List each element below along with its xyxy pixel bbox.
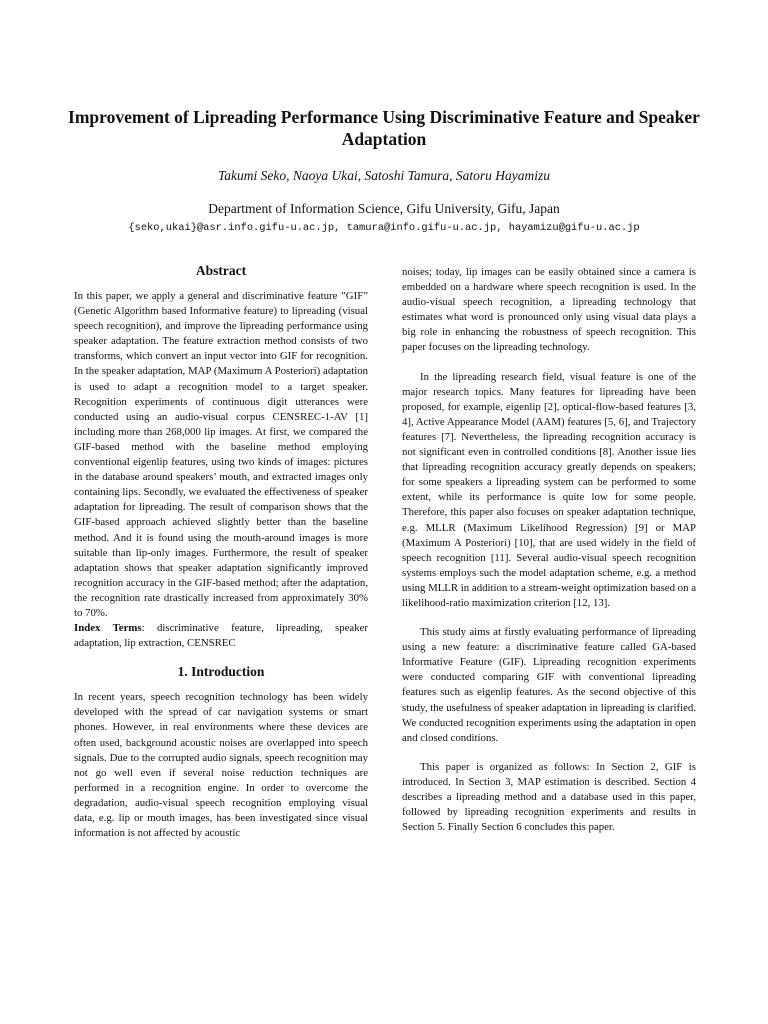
intro-paragraph-3: This study aims at firstly evaluating performance of lipreading using a new feature: a discriminative feature called GA-based Informative Feature (GIF). Lipreading recognition experiments were conducted comparing GIF with conventional lipreading features such as eigenlip features. As the second objective of this study, the usefulness of speaker adaptation in lipreading is clarified. We conducted recognition experiments using the adaptation in open and closed conditions.: [402, 626, 696, 744]
index-terms-label: Index Terms: [74, 622, 142, 635]
left-column: [74, 262, 368, 841]
index-terms: [74, 621, 368, 651]
paper-title: Improvement of Lipreading Performance Using Discriminative Feature and Speaker Adaptation: [68, 107, 700, 149]
index-terms-text: : discriminative feature, lipreading, speaker adaptation, lip extraction, CENSREC: [74, 622, 369, 650]
abstract-text: In this paper, we apply a general and discriminative feature ”GIF” (Genetic Algorithm based Informative feature) to lipreading (visual speech recognition), and improve the lipreading performance using speaker adaptation. The feature extraction method consists of two transforms, which convert an input vector into GIF for recognition. In the speaker adaptation, MAP (Maximum A Posteriori) adaptation is used to adapt a recognition model to a target speaker. Recognition experiments of continuous digit utterances were conducted using an audio-visual corpus CENSREC-1-AV [1] including more than 268,000 lip images. At first, we compared the GIF-based method with the baseline method employing conventional eigenlip features, using two kinds of images: pictures in the database around speakers’ mouth, and extracted images only containing lips. Secondly, we evaluated the effectiveness of speaker adaptation for lipreading. The result of comparison shows that the GIF-based approach achieved slightly better than the baseline method. And it is found using the mouth-around images is more suitable than lip-only images. Furthermore, the result of speaker adaptation shows that speaker adaptation significantly improved recognition accuracy in the GIF-based method; after the adaptation, the recognition rate drastically increased from approximately 30% to 70%.: [74, 290, 368, 619]
intro-paragraph-1-continued: noises; today, lip images can be easily obtained since a camera is embedded on a hardware where speech recognition is used. In the audio-visual speech recognition, a lipreading technology that estimates what word is pronounced only using visual data plays a big role in enhancing the robustness of speech recognition. This paper focuses on the lipreading technology.: [402, 266, 696, 354]
right-column: [402, 265, 696, 835]
affiliation: Department of Information Science, Gifu University, Gifu, Japan: [208, 201, 560, 216]
abstract-heading: Abstract: [195, 263, 247, 278]
introduction-heading: 1. Introduction: [177, 664, 265, 680]
intro-paragraph-1: In recent years, speech recognition technology has been widely developed with the spread of car navigation systems or smart phones. However, in real environments where these devices are often used, background acoustic noises are overlapped into speech signals. Due to the corrupted audio signals, speech recognition may not go well even if several noise reduction techniques are performed in a recognition engine. In order to overcome the degradation, audio-visual speech recognition employing visual data, e.g. lip or mouth images, has been investigated since visual information is not affected by acoustic: [74, 691, 368, 840]
author-emails: {seko,ukai}@asr.info.gifu-u.ac.jp, tamura@info.gifu-u.ac.jp, hayamizu@gifu-u.ac.jp: [128, 222, 640, 234]
intro-paragraph-4: This paper is organized as follows: In Section 2, GIF is introduced. In Section 3, MAP estimation is described. Section 4 describes a lipreading method and a database used in this paper, followed by lipreading recognition experiments and results in Section 5. Finally Section 6 concludes this paper.: [402, 760, 696, 834]
intro-paragraph-2: In the lipreading research field, visual feature is one of the major research topics. Many features for lipreading have been proposed, for example, eigenlip [2], optical-flow-based features [3, 4], Active Appearance Model (AAM) features [5, 6], and Trajectory features [7]. Nevertheless, the lipreading recognition accuracy is not significant even in controlled conditions [8]. Another issue lies that lipreading recognition accuracy greatly depends on speakers; for some speakers a lipreading system can be performed to some extent, while its performance is quite low for some people. Therefore, this paper also focuses on speaker adaptation technique, e.g. MLLR (Maximum Likelihood Regression) [9] or MAP (Maximum A Posteriori) [10], that are used widely in the field of speech recognition [11]. Several audio-visual speech recognition systems employs such the model adaptation scheme, e.g. a method using MLLR in addition to a stream-weight optimization based on a likelihood-ratio maximization criterion [12, 13].: [402, 370, 696, 609]
author-list: Takumi Seko, Naoya Ukai, Satoshi Tamura, Satoru Hayamizu: [217, 168, 550, 183]
